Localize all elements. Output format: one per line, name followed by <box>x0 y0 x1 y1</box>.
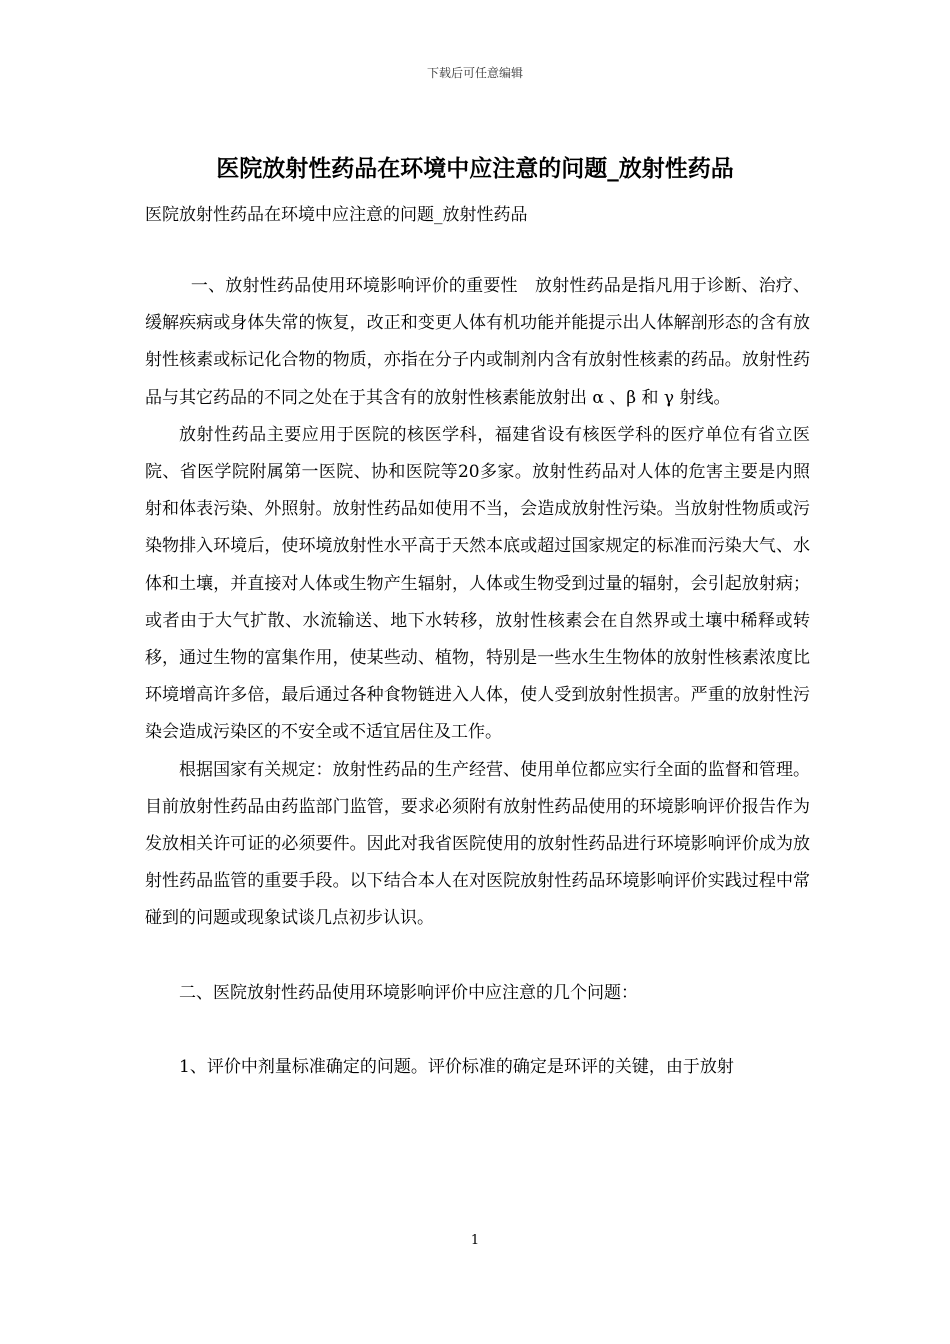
document-title: 医院放射性药品在环境中应注意的问题_放射性药品 <box>216 155 734 182</box>
document-subtitle: 医院放射性药品在环境中应注意的问题_放射性药品 <box>145 205 528 225</box>
paragraph-usage: 放射性药品主要应用于医院的核医学科，福建省设有核医学科的医疗单位有省立医院、省医学院附属第一医院、协和医院等20多家。放射性药品对人体的危害主要是内照射和体表污染、外照射。放射性药品如使用不当，会造成放射性污染。当放射性物质或污染物排入环境后，使环境放射性水平高于天然本底或超过国家规定的标准而污染大气、水体和土壤，并直接对人体或生物产生辐射，人体或生物受到过量的辐射，会引起放射病；或者由于大气扩散、水流输送、地下水转移，放射性核素会在自然界或土壤中稀释或转移，通过生物的富集作用，使某些动、植物，特别是一些水生生物体的放射性核素浓度比环境增高许多倍，最后通过各种食物链进入人体，使人受到放射性损害。严重的放射性污染会造成污染区的不安全或不适宜居住及工作。 <box>145 424 810 743</box>
paragraph-gap <box>145 1012 810 1049</box>
document-body <box>145 268 810 1086</box>
header-note: 下载后可任意编辑 <box>426 66 523 80</box>
paragraph-section-2-heading: 二、医院放射性药品使用环境影响评价中应注意的几个问题： <box>179 982 638 1003</box>
paragraph-section-1: 一、放射性药品使用环境影响评价的重要性 放射性药品是指凡用于诊断、治疗、缓解疾病或身体失常的恢复，改正和变更人体有机功能并能提示出人体解剖形态的含有放射性核素或标记化合物的物质，亦指在分子内或制剂内含有放射性核素的药品。放射性药品与其它药品的不同之处在于其含有的放射性核素能放射出 α 、β 和 γ 射线。 <box>145 276 810 408</box>
paragraph-regulation: 根据国家有关规定：放射性药品的生产经营、使用单位都应实行全面的监督和管理。目前放射性药品由药监部门监管，要求必须附有放射性药品使用的环境影响评价报告作为发放相关许可证的必须要件。因此对我省医院使用的放射性药品进行环境影响评价成为放射性药品监管的重要手段。以下结合本人在对医院放射性药品环境影响评价实践过程中常碰到的问题或现象试谈几点初步认识。 <box>145 759 810 929</box>
paragraph-item-1: 1、评价中剂量标准确定的问题。评价标准的确定是环评的关键，由于放射 <box>179 1056 734 1077</box>
page-number: 1 <box>470 1233 480 1248</box>
paragraph-gap <box>145 938 810 975</box>
